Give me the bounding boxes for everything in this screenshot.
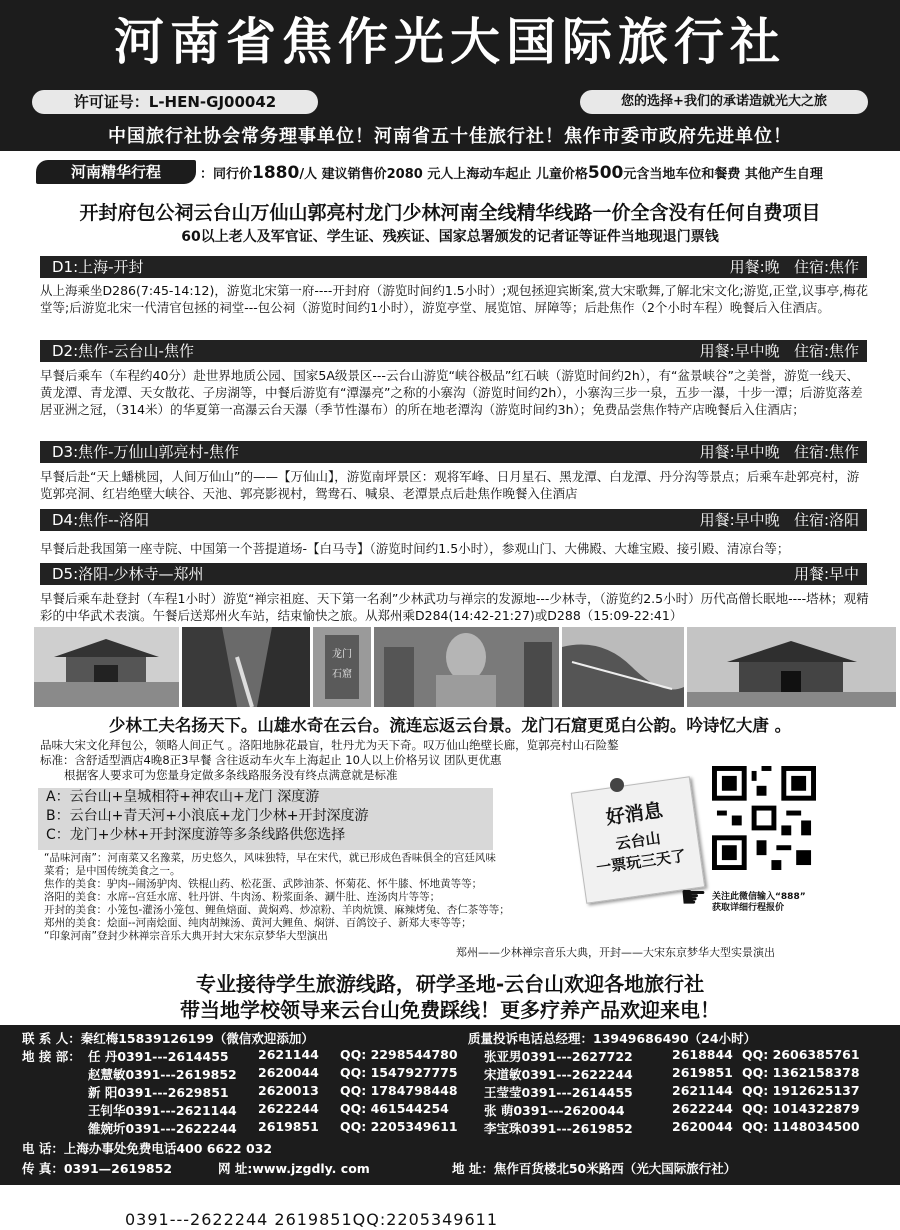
staff-row: 张 萌0391---2620044 (484, 1103, 625, 1118)
shaolin-temple-photo (687, 627, 896, 707)
day-title: D4:焦作--洛阳 (52, 511, 149, 529)
option-c: C：龙门+少林+开封深度游等多条线路供您选择 (46, 827, 346, 843)
tagline: 少林工夫名扬天下。山雄水奇在云台。流连忘返云台景。龙门石窟更觅白公韵。吟诗忆大唐 。 (108, 716, 792, 735)
staff-row: 王钊华0391---2621144 (88, 1103, 237, 1118)
footer-phones: 0391---2622244 2619851QQ:2205349611 (125, 1210, 499, 1229)
staff-row: 张亚男0391---2627722 (484, 1049, 633, 1064)
food-line: 郑州的美食：烩面--河南烩面、纯肉胡辣汤、黄河大鲤鱼、焖饼、百鸽饺子、新郑大枣等等； (44, 917, 472, 929)
svg-text:石窟: 石窟 (332, 669, 352, 680)
day-bar-1 (40, 256, 867, 278)
day-title: D1:上海-开封 (52, 258, 144, 276)
food-line: 菜肴；是中国传统美食之一。 (44, 865, 181, 877)
pushpin-icon (610, 778, 624, 792)
food-section (44, 852, 574, 943)
day-bar-3 (40, 441, 867, 463)
staff-row: 李宝珠0391---2619852 (484, 1121, 633, 1136)
info-line-1: 品味大宋文化拜包公，领略人间正气 。洛阳地脉花最盲，牡丹尤为天下奇。叹万仙山绝壁长廊，览郭亮村山石险鏊 (40, 738, 619, 752)
branch-label: 地 接 部： (22, 1049, 81, 1064)
promo-line-2: 带当地学校领导来云台山免费踩线！更多疗养产品欢迎来电！ (180, 998, 720, 1022)
day-text-3: 早餐后赴“天上蟠桃园，人间万仙山”的——【万仙山】，游览南坪景区：观将军峰、日月星石、黑龙潭、白龙潭、丹分沟等景点；后乘车赴郭亮村，游览郭亮洞、红岩绝壁大峡谷、天池、郭亮影视村，鸳鸯石、喊泉、老潭景点后赴焦作晚餐入住酒店 (40, 469, 860, 501)
office-phone: 电 话：上海办事处免费电话400 6622 032 (22, 1141, 273, 1156)
photo-strip (34, 627, 896, 707)
staff-row: 新 阳0391---2629851 (88, 1085, 229, 1100)
address: 地 址：焦作百货楼北50米路西（光大国际旅行社） (452, 1161, 737, 1176)
option-a: A：云台山+皇城相符+神农山+龙门 深度游 (46, 789, 320, 805)
price-line: ：同行价1880/人 建议销售价2080 元人上海动车起止 儿童价格500元含当地车位和餐费 其他产生自理 (200, 163, 823, 183)
agency-title: 河南省焦作光大国际旅行社 (114, 13, 786, 71)
staff-row: 任 丹0391---2614455 (88, 1049, 229, 1064)
route-title: 开封府包公祠云台山万仙山郭亮村龙门少林河南全线精华线路一价全含没有任何自费项目 (79, 202, 821, 224)
day-title: D5:洛阳-少林寺—郑州 (52, 565, 204, 583)
temple-photo (34, 627, 179, 707)
complaint-phone: 质量投诉电话总经理：13949686490（24小时） (468, 1031, 757, 1046)
note-headline: 好消息 (604, 799, 665, 830)
wechat-qr-code[interactable] (712, 766, 816, 870)
day-meals-stay: 用餐:晚 住宿:焦作 (729, 258, 859, 276)
fax: 传 真：0391—2619852 (22, 1161, 173, 1176)
agency-slogan: 您的选择+我们的承诺造就光大之旅 (580, 90, 868, 114)
route-badge: 河南精华行程 (36, 160, 196, 184)
staff-row: 赵慧敏0391---2619852 (88, 1067, 237, 1082)
food-line: 焦作的美食：驴肉--闹汤驴肉、铁棍山药、松花蛋、武陟油茶、怀菊花、怀牛膝、怀地黄等等； (44, 878, 483, 890)
association-banner: 中国旅行社协会常务理事单位！河南省五十佳旅行社！焦作市委市政府先进单位！ (0, 123, 900, 151)
day-title: D2:焦作-云台山-焦作 (52, 342, 194, 360)
website[interactable]: 网 址:www.jzgdly. com (218, 1161, 370, 1176)
note-line2: 一票玩三天了 (595, 846, 687, 877)
food-line: “品味河南”：河南菜又名豫菜，历史悠久，风味独特，早在宋代，就已形成色香味俱全的宫廷风味 (44, 852, 496, 864)
staff-row: 王莹莹0391---2614455 (484, 1085, 633, 1100)
day-text-1: 从上海乘坐D286(7:45-14:12)，游览北宋第一府----开封府（游览时间约1.5小时）;观包拯迎宾断案,赏大宋歌舞,了解北宋文化;游览,正堂,议事亭,梅花堂等;后游览北宋一代清官包拯的祠堂---包公祠（游览时间约1小时），游览亭堂、展览馆、屏障等；后赴焦作（2个小时车程）晚餐后入住酒店。 (40, 283, 869, 315)
day-meals: 用餐:早中 (793, 565, 859, 583)
svg-text:龙门: 龙门 (332, 649, 352, 660)
day-title: D3:焦作-万仙山郭亮村-焦作 (52, 443, 239, 461)
day-meals-stay: 用餐:早中晚 住宿:焦作 (699, 443, 859, 461)
license-number: 许可证号：L-HEN-GJ00042 (32, 90, 318, 114)
food-line: “印象河南”登封少林禅宗音乐大典开封大宋东京梦华大型演出 (44, 930, 328, 942)
pointing-hand-icon: ☛ (680, 880, 707, 915)
route-note: 60以上老人及军官证、学生证、残疾证、国家总署颁发的记者证等证件当地现退门票钱 (181, 229, 719, 245)
buddha-photo (374, 627, 559, 707)
day-bar-5 (40, 563, 867, 585)
info-line-3: 根据客人要求可为您量身定做多条线路服务没有终点满意就是标准 (64, 768, 398, 782)
day-text-4: 早餐后赴我国第一座寺院、中国第一个菩提道场-【白马寺】（游览时间约1.5小时），参观山门、大佛殿、大雄宝殿、接引殿、清凉台等； (40, 541, 790, 556)
info-line-2: 标准：含舒适型酒店4晚8正3早餐 含往返动车火车上海起止 10人以上价格另议 团队更优惠 (40, 753, 502, 767)
day-meals-stay: 用餐:早中晚 住宿:洛阳 (699, 511, 859, 529)
note-line1: 云台山 (614, 828, 662, 854)
longmen-photo (313, 627, 371, 707)
show-line: 郑州——少林禅宗音乐大典，开封——大宋东京梦华大型实景演出 (456, 946, 775, 959)
food-line: 洛阳的美食：水席--宫廷水席、牡丹饼、牛肉汤、粉浆面条、涮牛肚、连汤肉片等等； (44, 891, 441, 903)
gorge-photo (182, 627, 310, 707)
day-text-2: 早餐后乘车（车程约40分）赴世界地质公园、国家5A级景区---云台山游览“峡谷极品”红石峡（游览时间约2h），有“盆景峡谷”之美誉，游览一线天、黄龙潭、青龙潭、天女散花、子房湖等，中餐后游览有“潭瀑亮”之称的小寨沟（游览时间约2h），小寨沟三步一泉，五步一瀑，十步一潭；后游览落差居亚洲之冠，（314米）的华夏第一高瀑云台天瀑（季节性瀑布）的所在地老潭沟（游览时间约3h）；免费品尝焦作特产店晚餐后入住酒店； (40, 368, 863, 417)
food-line: 开封的美食：小笼包-灌汤小笼包、鲤鱼焙面、黄焖鸡、炒凉粉、羊肉炕馍、麻辣烤兔、杏仁茶等等； (44, 904, 510, 916)
qr-caption: 关注此微信输入“888” 获取详细行程报价 (712, 892, 806, 913)
day-bar-2 (40, 340, 867, 362)
day-meals-stay: 用餐:早中晚 住宿:焦作 (699, 342, 859, 360)
promo-line-1: 专业接待学生旅游线路，研学圣地-云台山欢迎各地旅行社 (195, 972, 705, 996)
cliff-path-photo (562, 627, 684, 707)
staff-row: 雒婉圻0391---2622244 (88, 1121, 237, 1136)
contact-block: 联 系 人：秦红梅15839126199（微信欢迎添加） 质量投诉电话总经理：13949686490（24小时） 地 接 部： 任 丹0391---2614455 2621144 QQ: 2298544780 赵慧敏0391---2619852 2620044 QQ: 1547927775 新 阳0391---2629851 2620013 QQ: 1784798448 王钊华0391---2621144 2622244 QQ: 461544254 雒婉圻0391---2622244 2619851 QQ: 2205349611 张亚男0391---2627722 2618844 QQ: 2606385761 宋道敏0391---2622244 2619851 QQ: 1362158378 王莹莹0391---2614455 2621144 QQ: 1912625137 张 萌0391---2620044 2622244 QQ: 1014322879 李宝珠0391---2619852 2620044 QQ: 1148034500 电 话：上海办事处免费电话400 6622 032 传 真：0391—2619852 网 址:www.jzgdly. com 地 址：焦作百货楼北50米路西（光大国际旅行社） (0, 1025, 900, 1185)
day-text-5: 早餐后乘车赴登封（车程1小时）游览“禅宗祖庭、天下第一名刹”少林武功与禅宗的发源地---少林寺，（游览约2.5小时）历代高僧长眠地----塔林；观精彩的中华武术表演。午餐后送郑州火车站，结束愉快之旅。从郑州乘D284(14:42-21:27)或D288（15:09-22:41） (40, 591, 869, 623)
option-b: B：云台山+青天河+小浪底+龙门少林+开封深度游 (46, 808, 369, 824)
header-band (0, 0, 900, 123)
day-bar-4 (40, 509, 867, 531)
contact-person: 联 系 人：秦红梅15839126199（微信欢迎添加） (22, 1031, 314, 1046)
route-options (38, 788, 493, 850)
staff-row: 宋道敏0391---2622244 (484, 1067, 633, 1082)
